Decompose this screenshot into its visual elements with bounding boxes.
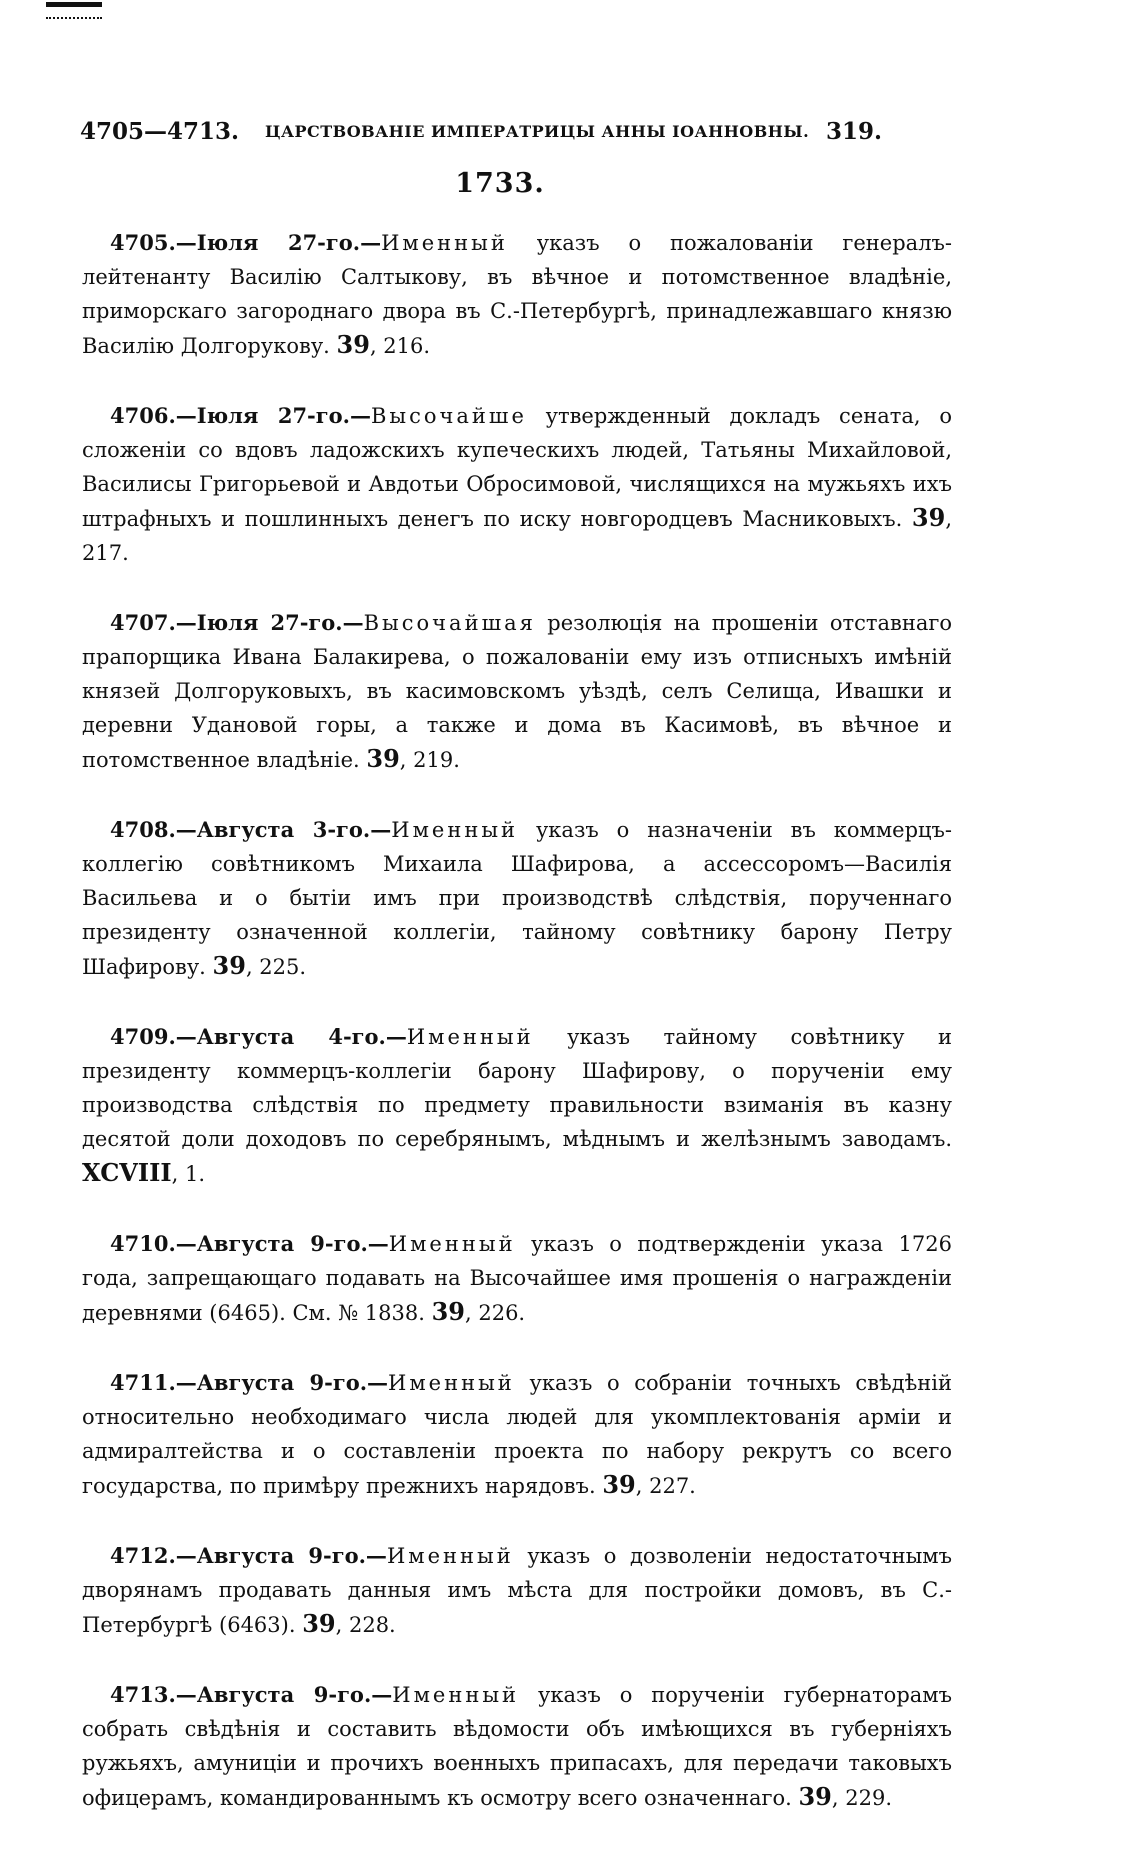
entry-kind: Именный <box>406 1025 534 1049</box>
entry <box>82 813 952 984</box>
entry-text: указъ о порученіи губернаторамъ собрать свѣдѣнія и составить вѣдомости объ имѣющихся въ губерніяхъ ружьяхъ, амуниціи и прочихъ военныхъ припасахъ, для передачи таковыхъ офицерамъ, командированнымъ къ осмотру всего означеннаго. <box>82 1683 952 1810</box>
entry-date: —Августа 9-го.— <box>175 1682 393 1707</box>
entry-date: —Августа 9-го.— <box>175 1543 387 1568</box>
entry-date: —Августа 9-го.— <box>175 1231 389 1256</box>
source-page: , 217. <box>82 507 952 565</box>
entry-number: 4712. <box>110 1543 176 1568</box>
entry-date: —Августа 9-го.— <box>175 1370 389 1395</box>
entry-text: указъ о пожалованіи генералъ-лейтенанту Василію Салтыкову, въ вѣчное и потомственное владѣніе, приморскаго загороднаго двора въ С.-Петербургѣ, принадлежавшаго князю Василію Долгорукову. <box>82 231 952 358</box>
entry-range: 4705—4713. <box>80 118 240 145</box>
entry-number: 4710. <box>110 1231 176 1256</box>
entry-number: 4706. <box>110 403 176 428</box>
entry-kind: Именный <box>388 1371 515 1395</box>
entry-number: 4713. <box>110 1682 176 1707</box>
entry-kind: Именный <box>392 1683 520 1707</box>
source-page: , 219. <box>399 748 460 772</box>
entry <box>82 1678 952 1815</box>
entry-date: —Августа 3-го.— <box>175 817 392 842</box>
source-volume: 39 <box>602 1470 636 1499</box>
source-page: , 216. <box>369 334 431 358</box>
entry-text: указъ о подтвержденіи указа 1726 года, запрещающаго подавать на Высочайшее имя прошенія о награжденіи деревнями (6465). См. № 1838. <box>82 1232 952 1325</box>
entry-kind: Именный <box>381 231 508 255</box>
running-title: ЦАРСТВОВАНІЕ ИМПЕРАТРИЦЫ АННЫ ІОАННОВНЫ. <box>265 122 810 141</box>
entry-number: 4705. <box>110 230 176 255</box>
entry-text: указъ о назначеніи въ коммерцъ-коллегію совѣтникомъ Михаила Шафирова, а ассессоромъ—Василія Васильева и о бытіи имъ при производствѣ слѣдствія, порученнаго президенту означенной коллегіи, тайному совѣтнику барону Петру Шафирову. <box>82 818 952 979</box>
entry-text: утвержденный докладъ сената, о сложеніи со вдовъ ладожскихъ купеческихъ людей, Татьяны Михайловой, Василисы Григорьевой и Авдотьи Обросимовой, числящихся на мужьяхъ ихъ штрафныхъ и пошлинныхъ денегъ по иску новгородцевъ Масниковыхъ. <box>82 404 952 531</box>
year-heading: 1733. <box>455 168 545 199</box>
entry-text: указъ о собраніи точныхъ свѣдѣній относительно необходимаго числа людей для укомплектованія арміи и адмиралтейства и о составленіи проекта по набору рекрутъ со всего государства, по примѣру прежнихъ нарядовъ. <box>82 1371 952 1498</box>
entry-text: резолюція на прошеніи отставнаго прапорщика Ивана Балакирева, о пожалованіи ему изъ отписныхъ имѣній князей Долгоруковыхъ, въ касимовскомъ уѣздѣ, селъ Селища, Ивашки и деревни Удановой горы, а также и дома въ Касимовѣ, въ вѣчное и потомственное владѣніе. <box>82 611 952 772</box>
entry-number: 4708. <box>110 817 176 842</box>
source-volume: 39 <box>302 1609 336 1638</box>
entry <box>82 1020 952 1191</box>
source-volume: 39 <box>212 951 246 980</box>
entry <box>82 226 952 363</box>
source-volume: 39 <box>336 330 370 359</box>
entry <box>82 1227 952 1330</box>
entry-number: 4707. <box>110 610 176 635</box>
entry-date: —Іюля 27-го.— <box>175 403 371 428</box>
source-volume: 39 <box>911 503 946 532</box>
source-page: , 225. <box>245 955 307 979</box>
source-page: , 227. <box>635 1474 696 1498</box>
source-volume: 39 <box>431 1297 465 1326</box>
source-page: , 229. <box>831 1786 892 1810</box>
source-volume: 39 <box>798 1782 832 1811</box>
entry-number: 4709. <box>110 1024 176 1049</box>
source-page: , 1. <box>171 1162 205 1186</box>
source-page: , 228. <box>335 1613 396 1637</box>
entry-kind: Именный <box>386 1544 514 1568</box>
print-mark <box>46 2 102 19</box>
entry <box>82 1539 952 1642</box>
entry-date: —Августа 4-го.— <box>175 1024 407 1049</box>
entry-text: указъ тайному совѣтнику и президенту коммерцъ-коллегіи барону Шафирову, о порученіи ему производства слѣдствія по предмету правильности взиманія въ казну десятой доли доходовъ по серебрянымъ, мѣднымъ и желѣзнымъ заводамъ. <box>82 1025 952 1151</box>
entry-date: —Іюля 27-го.— <box>175 610 364 635</box>
entry-kind: Высочайше <box>370 404 527 428</box>
entries-list <box>82 226 952 1851</box>
source-volume: XCVIII <box>82 1158 172 1187</box>
source-page: , 226. <box>465 1301 526 1325</box>
entry-date: —Іюля 27-го.— <box>175 230 382 255</box>
entry-text: указъ о дозволеніи недостаточнымъ дворянамъ продавать данныя имъ мѣста для постройки домовъ, въ С.-Петербургѣ (6463). <box>82 1544 952 1637</box>
source-volume: 39 <box>366 744 400 773</box>
entry <box>82 399 952 570</box>
entry-kind: Высочайшая <box>363 611 536 635</box>
entry <box>82 1366 952 1503</box>
entry-kind: Именный <box>391 818 519 842</box>
page-number: 319. <box>825 118 882 145</box>
entry-number: 4711. <box>110 1370 176 1395</box>
running-head <box>80 118 890 152</box>
entry-kind: Именный <box>388 1232 516 1256</box>
entry <box>82 606 952 777</box>
